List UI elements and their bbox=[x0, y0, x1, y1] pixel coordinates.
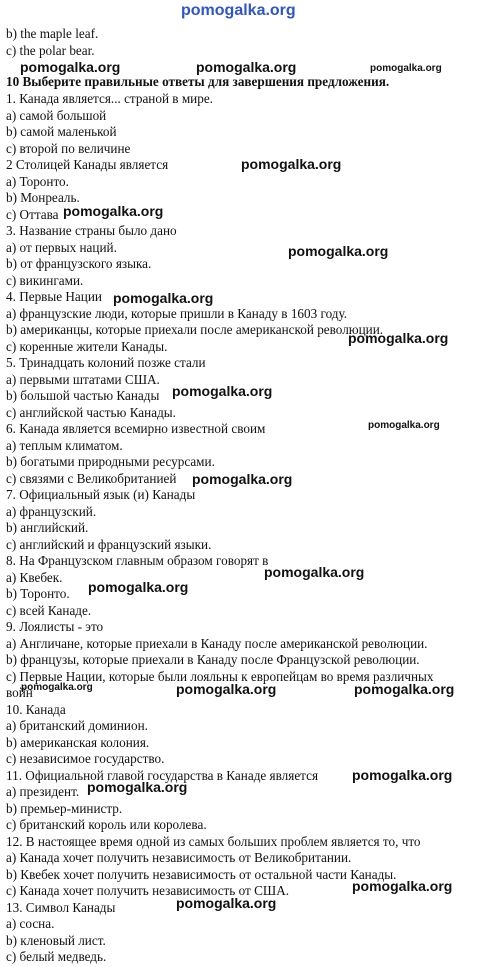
answer-option: a) Торонто. bbox=[6, 174, 69, 189]
watermark: pomogalka.org bbox=[113, 290, 214, 306]
question: 1. Канада является... страной в мире. bbox=[6, 91, 213, 106]
question: 7. Официальный язык (и) Канады bbox=[6, 487, 196, 502]
answer-option: b) Монреаль. bbox=[6, 190, 80, 205]
answer-option: c) независимое государство. bbox=[6, 751, 165, 766]
watermark: pomogalka.org bbox=[192, 471, 293, 487]
answer-option: b) большой частью Канады bbox=[6, 388, 160, 403]
question: 2 Столицей Канады является bbox=[6, 157, 169, 172]
question: 4. Первые Нации bbox=[6, 289, 102, 304]
answer-option: a) Канада хочет получить независимость от Великобритании. bbox=[6, 850, 352, 865]
watermark: pomogalka.org bbox=[87, 779, 188, 795]
answer-option: a) французские люди, которые пришли в Канаду в 1603 году. bbox=[6, 306, 348, 321]
question: 6. Канада является всемирно известной своим bbox=[6, 421, 266, 436]
answer-option: a) президент. bbox=[6, 784, 80, 799]
watermark: pomogalka.org bbox=[21, 682, 93, 693]
answer-option: b) американская колония. bbox=[6, 735, 150, 750]
answer-option: b) самой маленькой bbox=[6, 124, 117, 139]
answer-option-continuation: войн bbox=[6, 685, 33, 700]
answer-option: c) английской частью Канады. bbox=[6, 405, 176, 420]
answer-option: a) от первых наций. bbox=[6, 240, 117, 255]
answer-option: c) викингами. bbox=[6, 273, 84, 288]
question: 5. Тринадцать колоний позже стали bbox=[6, 355, 206, 370]
answer-option: a) самой большой bbox=[6, 108, 107, 123]
watermark: pomogalka.org bbox=[172, 383, 273, 399]
watermark: pomogalka.org bbox=[370, 63, 442, 74]
answer-option: c) второй по величине bbox=[6, 141, 131, 156]
question: 8. На Французском главным образом говорят в bbox=[6, 553, 269, 568]
answer-option: c) Оттава bbox=[6, 207, 59, 222]
answer-option: c) всей Канаде. bbox=[6, 603, 92, 618]
answer-option: a) французский. bbox=[6, 504, 97, 519]
watermark: pomogalka.org bbox=[63, 203, 164, 219]
watermark: pomogalka.org bbox=[352, 878, 453, 894]
answer-option: a) британский доминион. bbox=[6, 718, 148, 733]
answer-option: b) Квебек хочет получить независимость от остальной части Канады. bbox=[6, 867, 397, 882]
answer-option: c) Первые Нации, которые были лояльны к европейцам во время различных bbox=[6, 669, 434, 684]
answer-option: a) сосна. bbox=[6, 916, 55, 931]
watermark-header[interactable]: pomogalka.org bbox=[181, 2, 296, 19]
watermark: pomogalka.org bbox=[88, 579, 189, 595]
answer-option: b) богатыми природными ресурсами. bbox=[6, 454, 215, 469]
answer-option: c) английский и французский языки. bbox=[6, 537, 212, 552]
answer-option: c) связями с Великобританией bbox=[6, 471, 177, 486]
watermark: pomogalka.org bbox=[176, 895, 277, 911]
answer-option: b) Торонто. bbox=[6, 586, 70, 601]
answer-option: b) французы, которые приехали в Канаду после Французской революции. bbox=[6, 652, 420, 667]
watermark: pomogalka.org bbox=[354, 681, 455, 697]
watermark: pomogalka.org bbox=[264, 564, 365, 580]
answer-option: c) Канада хочет получить независимость от США. bbox=[6, 883, 290, 898]
answer-option: a) теплым климатом. bbox=[6, 438, 123, 453]
watermark: pomogalka.org bbox=[20, 59, 121, 75]
watermark: pomogalka.org bbox=[176, 681, 277, 697]
answer-option: c) белый медведь. bbox=[6, 949, 107, 964]
answer-option: c) британский король или королева. bbox=[6, 817, 207, 832]
section-heading: 10 Выберите правильные ответы для завершения предложения. bbox=[6, 74, 390, 89]
answer-option: c) коренные жители Канады. bbox=[6, 339, 168, 354]
answer-option: b) кленовый лист. bbox=[6, 933, 106, 948]
watermark: pomogalka.org bbox=[288, 243, 389, 259]
watermark: pomogalka.org bbox=[241, 156, 342, 172]
answer-option: a) Англичане, которые приехали в Канаду после американской революции. bbox=[6, 636, 428, 651]
question: 11. Официальной главой государства в Канаде является bbox=[6, 768, 319, 783]
watermark: pomogalka.org bbox=[368, 420, 440, 431]
question: 13. Символ Канады bbox=[6, 900, 116, 915]
watermark: pomogalka.org bbox=[348, 330, 449, 346]
answer-option: a) Квебек. bbox=[6, 570, 63, 585]
question: 12. В настоящее время одной из самых больших проблем является то, что bbox=[6, 834, 421, 849]
answer-option: b) американцы, которые приехали после американской революции. bbox=[6, 322, 384, 337]
answer-option: b) от французского языка. bbox=[6, 256, 152, 271]
answer-option: b) премьер-министр. bbox=[6, 801, 123, 816]
watermark: pomogalka.org bbox=[352, 767, 453, 783]
text-line: b) the maple leaf. bbox=[6, 26, 99, 41]
question: 10. Канада bbox=[6, 702, 66, 717]
question: 9. Лоялисты - это bbox=[6, 619, 104, 634]
text-line: c) the polar bear. bbox=[6, 43, 95, 58]
watermark: pomogalka.org bbox=[196, 59, 297, 75]
answer-option: b) английский. bbox=[6, 520, 89, 535]
question: 3. Название страны было дано bbox=[6, 223, 177, 238]
answer-option: a) первыми штатами США. bbox=[6, 372, 160, 387]
